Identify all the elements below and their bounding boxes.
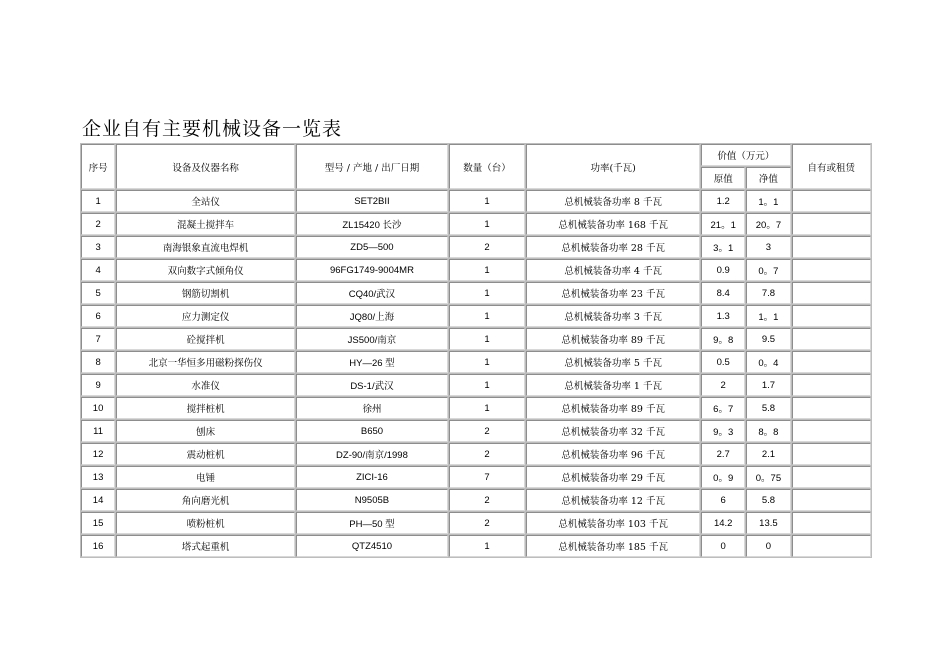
- cell-net: 0。4: [746, 351, 790, 373]
- table-row: [81, 328, 871, 350]
- cell-name: 钢筋切割机: [116, 282, 295, 304]
- cell-model: JQ80/上海: [296, 305, 448, 327]
- cell-name: 双向数字式倾角仪: [116, 259, 295, 281]
- table-row: [81, 489, 871, 511]
- cell-own: [792, 213, 871, 235]
- cell-power: 总机械装备功率 23 千瓦: [526, 282, 700, 304]
- cell-orig: 8.4: [701, 282, 745, 304]
- cell-orig: 1.2: [701, 190, 745, 212]
- header-own: 自有或租赁: [792, 144, 871, 189]
- cell-no: 1: [81, 190, 115, 212]
- cell-power: 总机械装备功率 32 千瓦: [526, 420, 700, 442]
- cell-model: B650: [296, 420, 448, 442]
- table-row: [81, 190, 871, 212]
- cell-qty: 7: [449, 466, 525, 488]
- cell-own: [792, 535, 871, 557]
- cell-name: 刨床: [116, 420, 295, 442]
- header-qty: 数量（台）: [449, 144, 525, 189]
- cell-model: PH—50 型: [296, 512, 448, 534]
- cell-power: 总机械装备功率 103 千瓦: [526, 512, 700, 534]
- cell-qty: 1: [449, 213, 525, 235]
- cell-net: 3: [746, 236, 790, 258]
- table-row: [81, 466, 871, 488]
- cell-own: [792, 374, 871, 396]
- cell-qty: 1: [449, 374, 525, 396]
- cell-orig: 9。8: [701, 328, 745, 350]
- cell-orig: 2.7: [701, 443, 745, 465]
- cell-no: 11: [81, 420, 115, 442]
- cell-name: 塔式起重机: [116, 535, 295, 557]
- cell-qty: 1: [449, 328, 525, 350]
- cell-power: 总机械装备功率 4 千瓦: [526, 259, 700, 281]
- cell-qty: 1: [449, 259, 525, 281]
- cell-no: 3: [81, 236, 115, 258]
- cell-own: [792, 236, 871, 258]
- cell-own: [792, 420, 871, 442]
- cell-orig: 0.5: [701, 351, 745, 373]
- cell-orig: 6。7: [701, 397, 745, 419]
- cell-model: ZD5—500: [296, 236, 448, 258]
- cell-name: 角向磨光机: [116, 489, 295, 511]
- header-power: 功率(千瓦): [526, 144, 700, 189]
- cell-power: 总机械装备功率 89 千瓦: [526, 328, 700, 350]
- cell-no: 6: [81, 305, 115, 327]
- header-net: 净值: [746, 167, 790, 189]
- cell-net: 0。7: [746, 259, 790, 281]
- cell-qty: 1: [449, 397, 525, 419]
- cell-orig: 0.9: [701, 259, 745, 281]
- table-row: [81, 535, 871, 557]
- cell-model: 96FG1749-9004MR: [296, 259, 448, 281]
- cell-no: 7: [81, 328, 115, 350]
- cell-model: JS500/南京: [296, 328, 448, 350]
- cell-net: 7.8: [746, 282, 790, 304]
- cell-orig: 0: [701, 535, 745, 557]
- cell-own: [792, 351, 871, 373]
- table-body: [81, 190, 871, 557]
- cell-net: 5.8: [746, 489, 790, 511]
- cell-own: [792, 466, 871, 488]
- cell-own: [792, 328, 871, 350]
- cell-power: 总机械装备功率 1 千瓦: [526, 374, 700, 396]
- cell-model: ZL15420 长沙: [296, 213, 448, 235]
- cell-net: 8。8: [746, 420, 790, 442]
- cell-no: 12: [81, 443, 115, 465]
- table-row: [81, 305, 871, 327]
- cell-orig: 21。1: [701, 213, 745, 235]
- cell-no: 10: [81, 397, 115, 419]
- header-orig: 原值: [701, 167, 745, 189]
- cell-model: QTZ4510: [296, 535, 448, 557]
- cell-power: 总机械装备功率 8 千瓦: [526, 190, 700, 212]
- header-name: 设备及仪器名称: [116, 144, 295, 189]
- cell-power: 总机械装备功率 5 千瓦: [526, 351, 700, 373]
- cell-net: 13.5: [746, 512, 790, 534]
- cell-power: 总机械装备功率 12 千瓦: [526, 489, 700, 511]
- cell-model: HY—26 型: [296, 351, 448, 373]
- cell-orig: 9。3: [701, 420, 745, 442]
- cell-qty: 2: [449, 512, 525, 534]
- cell-power: 总机械装备功率 3 千瓦: [526, 305, 700, 327]
- cell-name: 电锤: [116, 466, 295, 488]
- cell-no: 14: [81, 489, 115, 511]
- cell-qty: 1: [449, 351, 525, 373]
- cell-no: 2: [81, 213, 115, 235]
- table-header-row: [81, 144, 871, 166]
- table-row: [81, 443, 871, 465]
- cell-orig: 2: [701, 374, 745, 396]
- table-row: [81, 374, 871, 396]
- cell-qty: 1: [449, 535, 525, 557]
- cell-qty: 1: [449, 305, 525, 327]
- cell-own: [792, 512, 871, 534]
- cell-net: 1。1: [746, 305, 790, 327]
- table-row: [81, 512, 871, 534]
- cell-model: SET2BII: [296, 190, 448, 212]
- cell-no: 16: [81, 535, 115, 557]
- cell-qty: 2: [449, 489, 525, 511]
- cell-net: 1。1: [746, 190, 790, 212]
- cell-power: 总机械装备功率 185 千瓦: [526, 535, 700, 557]
- header-model: 型号 / 产地 / 出厂日期: [296, 144, 448, 189]
- table-row: [81, 259, 871, 281]
- equipment-table: [80, 143, 872, 558]
- cell-qty: 2: [449, 420, 525, 442]
- header-no: 序号: [81, 144, 115, 189]
- cell-no: 9: [81, 374, 115, 396]
- cell-own: [792, 305, 871, 327]
- cell-net: 20。7: [746, 213, 790, 235]
- cell-orig: 14.2: [701, 512, 745, 534]
- cell-net: 9.5: [746, 328, 790, 350]
- cell-power: 总机械装备功率 29 千瓦: [526, 466, 700, 488]
- cell-model: DZ-90/南京/1998: [296, 443, 448, 465]
- cell-orig: 0。9: [701, 466, 745, 488]
- cell-name: 应力测定仪: [116, 305, 295, 327]
- table-row: [81, 213, 871, 235]
- cell-name: 北京一华恒多用磁粉探伤仪: [116, 351, 295, 373]
- cell-power: 总机械装备功率 28 千瓦: [526, 236, 700, 258]
- header-value: 价值（万元）: [701, 144, 790, 166]
- cell-name: 砼搅拌机: [116, 328, 295, 350]
- table-row: [81, 236, 871, 258]
- cell-own: [792, 489, 871, 511]
- cell-orig: 3。1: [701, 236, 745, 258]
- cell-no: 13: [81, 466, 115, 488]
- cell-no: 15: [81, 512, 115, 534]
- cell-name: 水准仪: [116, 374, 295, 396]
- cell-model: CQ40/武汉: [296, 282, 448, 304]
- cell-model: ZICI-16: [296, 466, 448, 488]
- cell-qty: 2: [449, 236, 525, 258]
- table-row: [81, 351, 871, 373]
- cell-no: 5: [81, 282, 115, 304]
- cell-name: 搅拌桩机: [116, 397, 295, 419]
- cell-net: 0。75: [746, 466, 790, 488]
- cell-no: 4: [81, 259, 115, 281]
- cell-power: 总机械装备功率 96 千瓦: [526, 443, 700, 465]
- cell-no: 8: [81, 351, 115, 373]
- table-row: [81, 420, 871, 442]
- cell-net: 5.8: [746, 397, 790, 419]
- cell-model: 徐州: [296, 397, 448, 419]
- cell-net: 2.1: [746, 443, 790, 465]
- cell-own: [792, 282, 871, 304]
- cell-own: [792, 443, 871, 465]
- cell-orig: 6: [701, 489, 745, 511]
- cell-qty: 1: [449, 190, 525, 212]
- cell-orig: 1.3: [701, 305, 745, 327]
- cell-name: 震动桩机: [116, 443, 295, 465]
- cell-qty: 1: [449, 282, 525, 304]
- cell-own: [792, 259, 871, 281]
- cell-own: [792, 190, 871, 212]
- cell-qty: 2: [449, 443, 525, 465]
- table-row: [81, 282, 871, 304]
- table-row: [81, 397, 871, 419]
- cell-model: DS-1/武汉: [296, 374, 448, 396]
- page-title: 企业自有主要机械设备一览表: [82, 118, 343, 140]
- cell-name: 全站仪: [116, 190, 295, 212]
- cell-name: 混凝土搅拌车: [116, 213, 295, 235]
- cell-net: 1.7: [746, 374, 790, 396]
- cell-name: 喷粉桩机: [116, 512, 295, 534]
- equipment-table-wrapper: [80, 143, 872, 558]
- cell-power: 总机械装备功率 89 千瓦: [526, 397, 700, 419]
- cell-name: 南海银象直流电焊机: [116, 236, 295, 258]
- cell-model: N9505B: [296, 489, 448, 511]
- cell-power: 总机械装备功率 168 千瓦: [526, 213, 700, 235]
- cell-own: [792, 397, 871, 419]
- cell-net: 0: [746, 535, 790, 557]
